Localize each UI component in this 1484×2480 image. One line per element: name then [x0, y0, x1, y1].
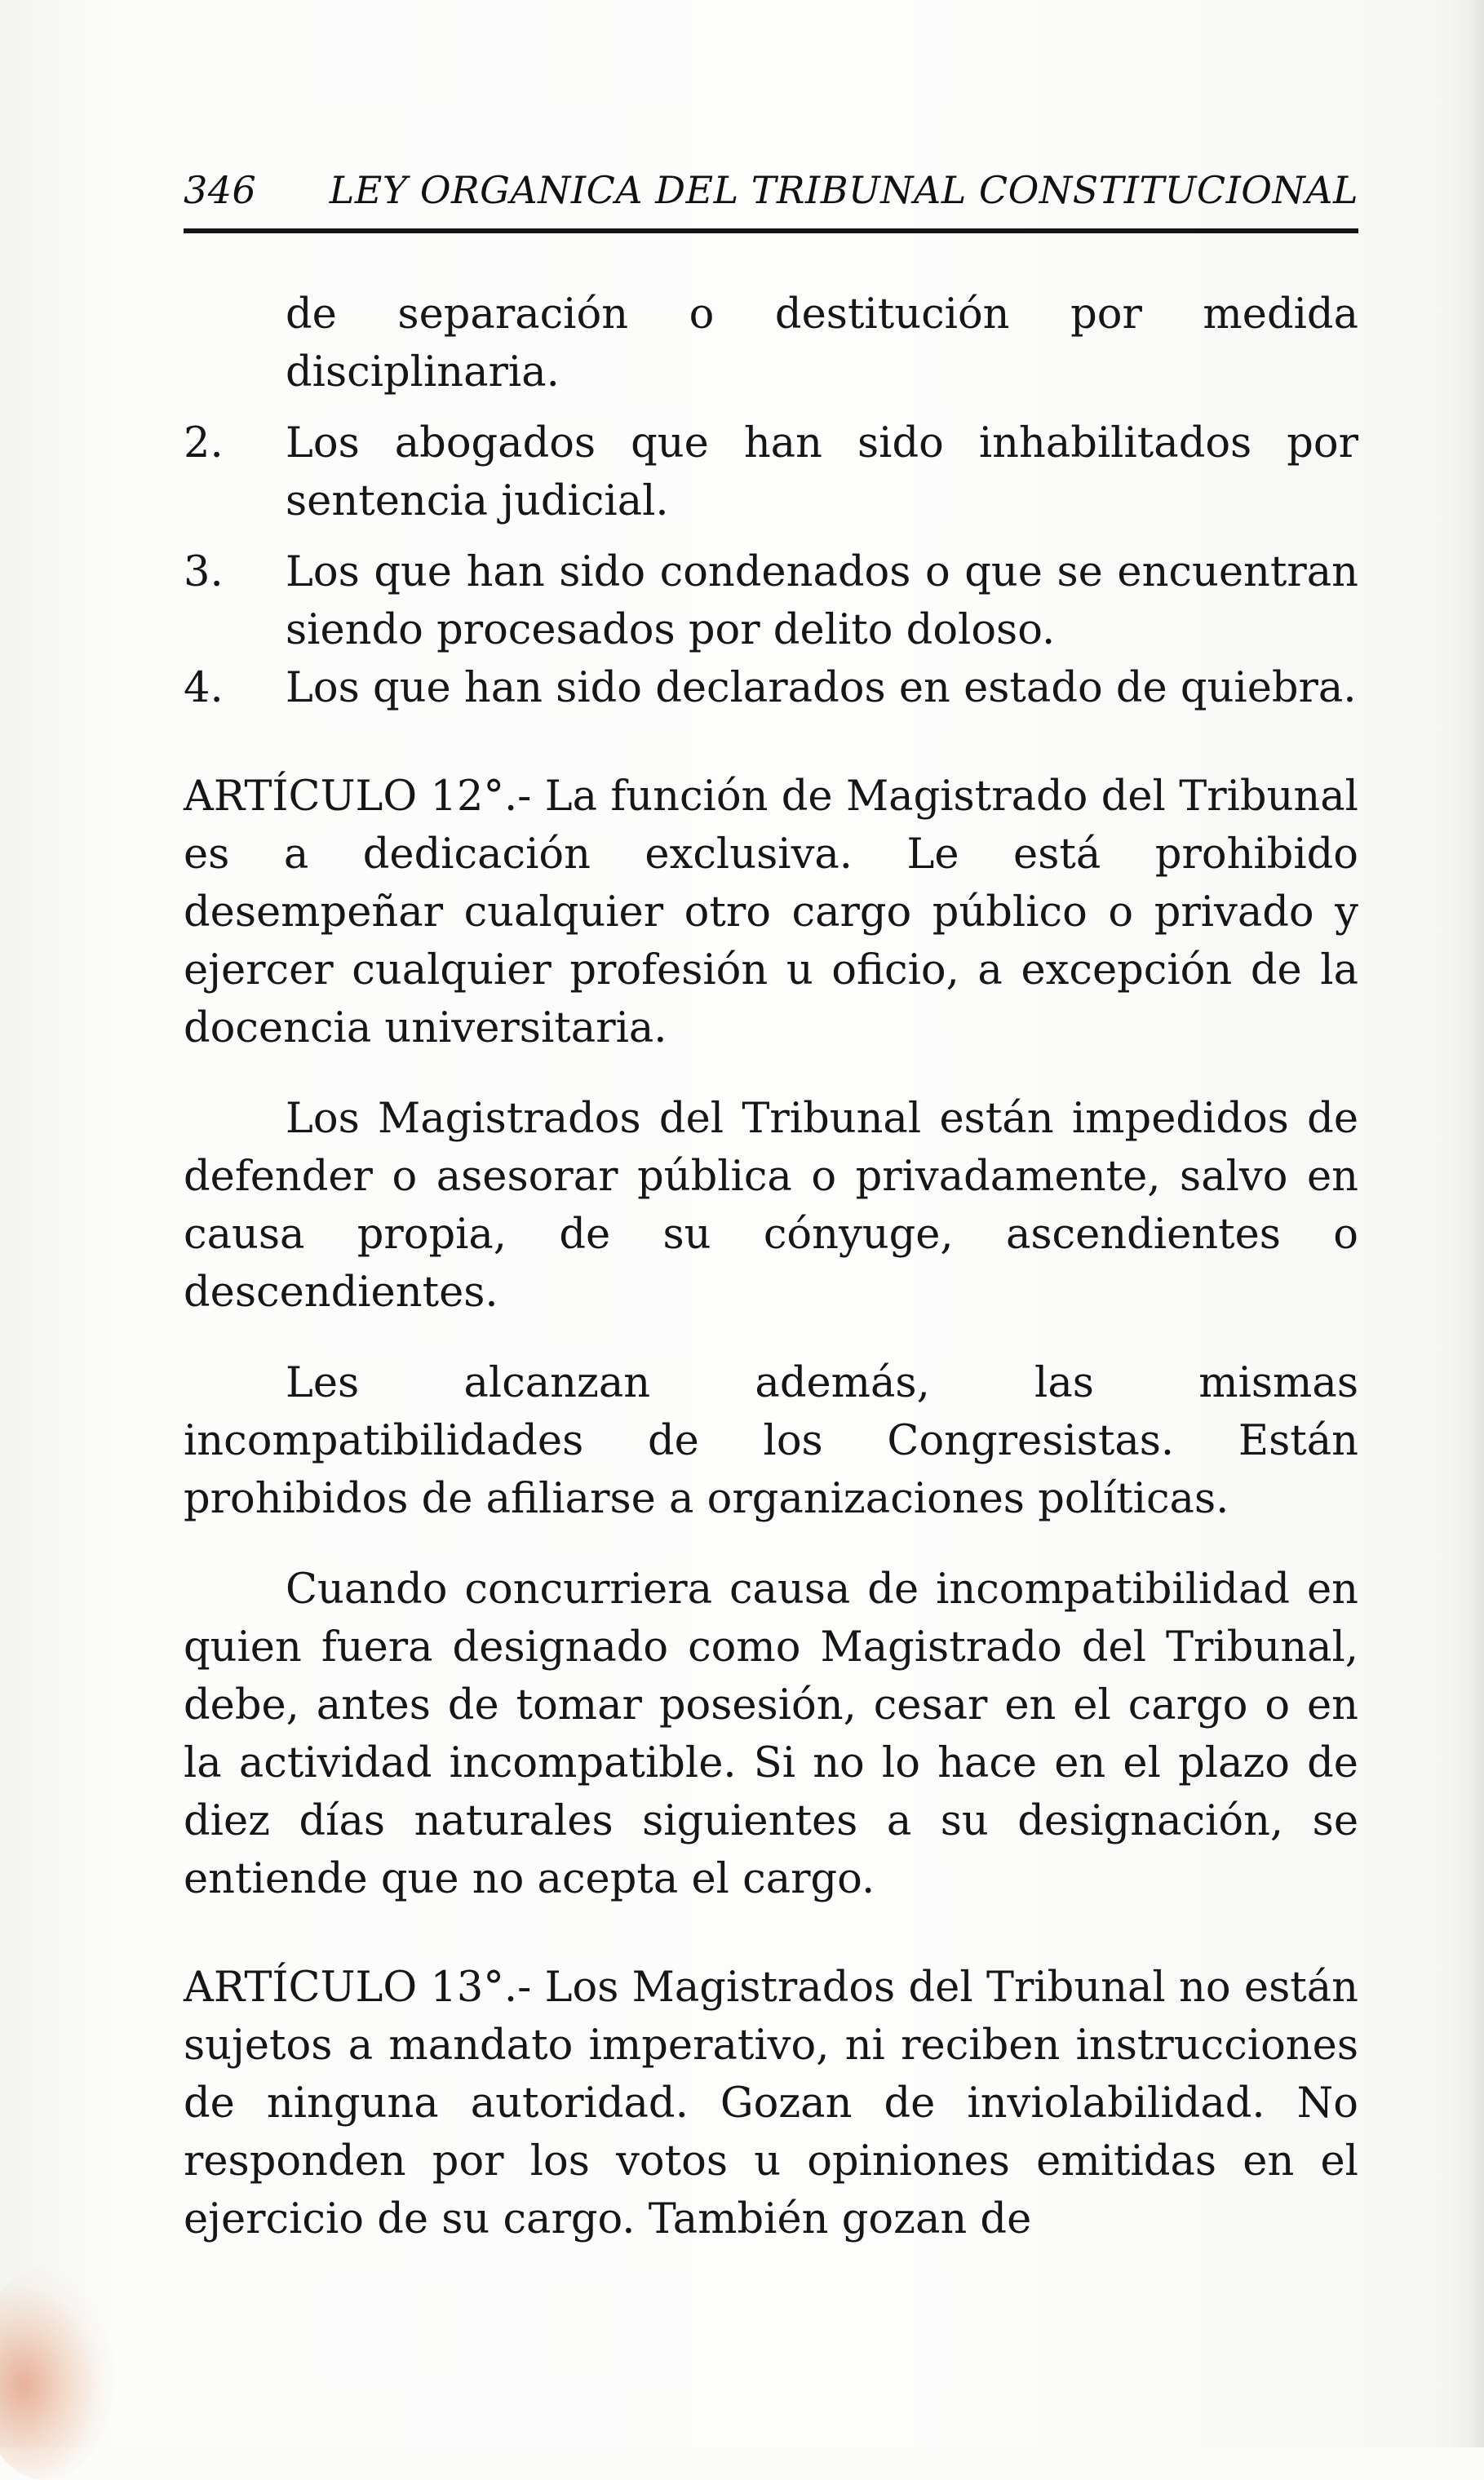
list-item-continuation	[184, 286, 1358, 401]
list-item-number: 2.	[184, 419, 224, 467]
list-item	[184, 414, 1358, 530]
article-12-paragraph-2: Los Magistrados del Tribunal están impedidos de defender o asesorar pública o privadamente, salvo en causa propia, de su cónyuge, ascendientes o descendientes.	[184, 1095, 1358, 1317]
running-title: LEY ORGANICA DEL TRIBUNAL CONSTITUCIONAL	[329, 168, 1358, 212]
page-stain	[0, 2268, 114, 2480]
header-rule	[184, 228, 1358, 233]
list-item-number: 3.	[184, 548, 224, 596]
list-item-text: de separación o destitución por medida disciplinaria.	[286, 290, 1358, 396]
page-body	[184, 286, 1358, 2248]
list-item-text: Los abogados que han sido inhabilitados por sentencia judicial.	[286, 419, 1358, 525]
list-item-text: Los que han sido declarados en estado de quiebra.	[286, 664, 1357, 712]
page-number: 346	[184, 168, 257, 212]
page-edge-shadow	[1435, 0, 1484, 2447]
article-13-paragraph: ARTÍCULO 13°.- Los Magistrados del Tribunal no están sujetos a mandato imperativo, ni reciben instrucciones de ninguna autoridad. Gozan de inviolabilidad. No responden por los votos u opiniones emitidas en el ejercicio de su cargo. También gozan de	[184, 1964, 1358, 2243]
list-item-number: 4.	[184, 664, 224, 712]
article-12-paragraph-3: Les alcanzan además, las mismas incompatibilidades de los Congresistas. Están prohibidos de afiliarse a organizaciones políticas.	[184, 1359, 1358, 1523]
list-item	[184, 659, 1358, 717]
list-item	[184, 543, 1358, 659]
article-12-paragraph-4: Cuando concurriera causa de incompatibilidad en quien fuera designado como Magistrado del Tribunal, debe, antes de tomar posesión, cesar en el cargo o en la actividad incompatible. Si no lo hace en el plazo de diez días naturales siguientes a su designación, se entiende que no acepta el cargo.	[184, 1566, 1358, 1903]
running-head	[184, 162, 1358, 224]
list-item-text: Los que han sido condenados o que se encuentran siendo procesados por delito doloso.	[286, 548, 1358, 654]
article-12-paragraph: ARTÍCULO 12°.- La función de Magistrado del Tribunal es a dedicación exclusiva. Le está prohibido desempeñar cualquier otro cargo público o privado y ejercer cualquier profesión u oficio, a excepción de la docencia universitaria.	[184, 773, 1358, 1052]
